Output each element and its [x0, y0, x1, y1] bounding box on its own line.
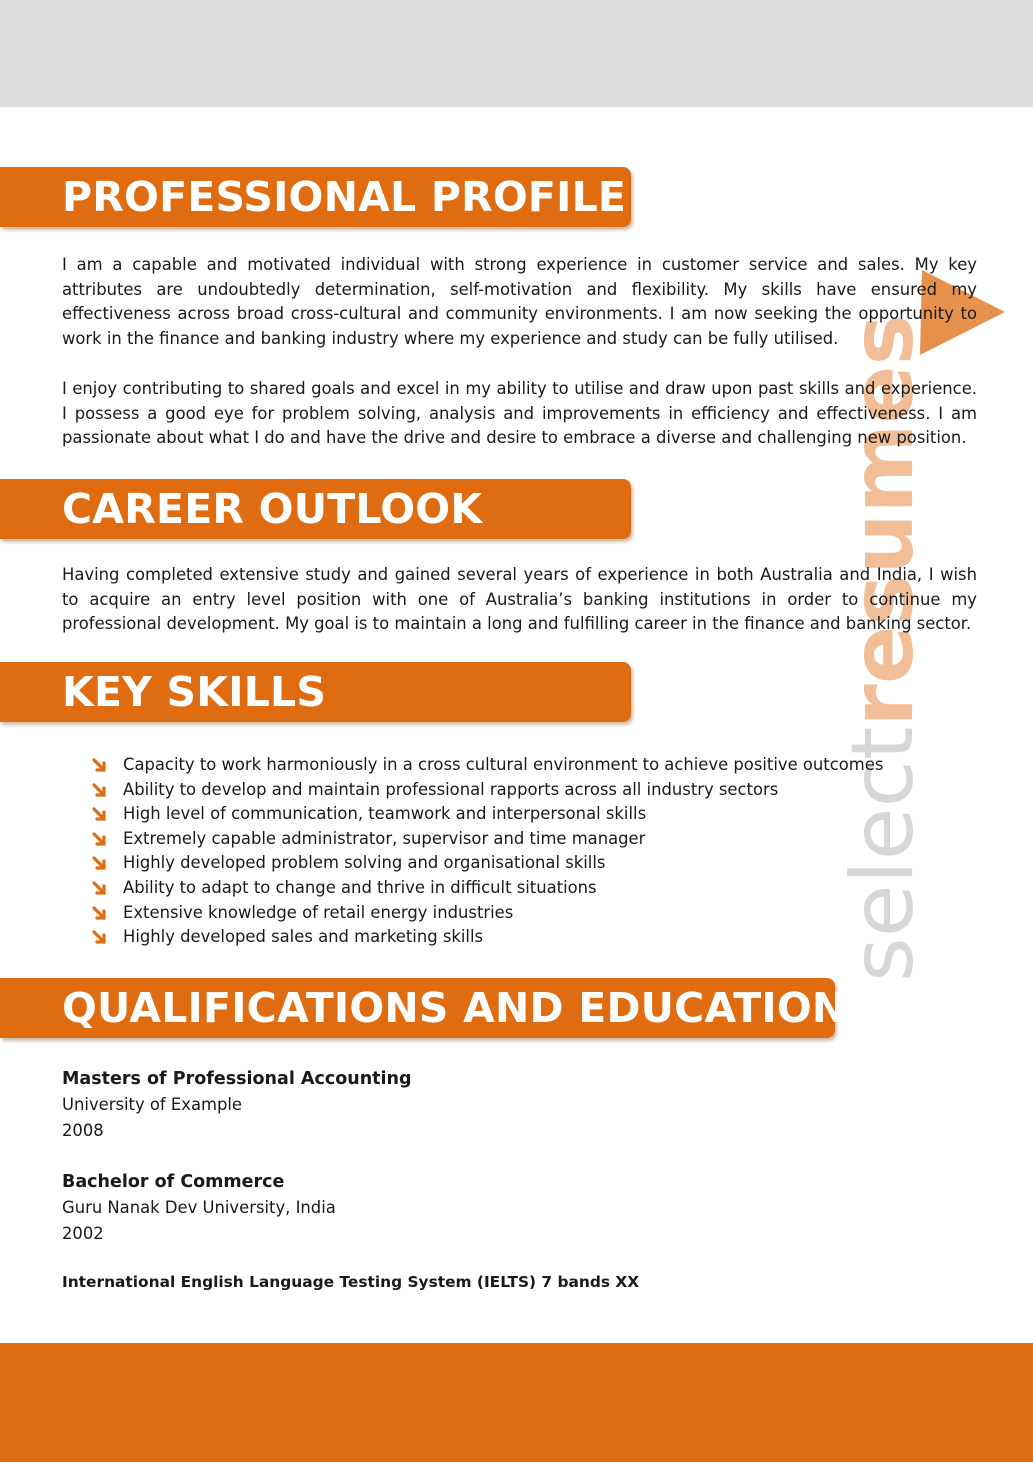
- qualification-entry: [62, 1169, 336, 1247]
- orange-arrow-down-right-icon: [92, 906, 108, 922]
- footer-band: [0, 1343, 1033, 1462]
- list-item: [92, 851, 883, 876]
- ielts-qualification: International English Language Testing System (IELTS) 7 bands XX: [62, 1273, 640, 1291]
- profile-paragraph-1: I am a capable and motivated individual with strong experience in customer service and sales. My key attributes are undoubtedly determination, self-motivation and flexibility. My skills have ensured my effectiveness across broad cross-cultural and community environments. I am now seeking the opportunity to work in the finance and banking industry where my experience and study can be fully utilised.: [62, 255, 977, 348]
- orange-arrow-down-right-icon: [92, 783, 108, 799]
- orange-arrow-down-right-icon: [92, 758, 108, 774]
- watermark-text-light: select: [833, 726, 933, 982]
- skill-text: Capacity to work harmoniously in a cross cultural environment to achieve positive outcomes: [123, 755, 884, 774]
- qualifications-heading-bar: [0, 978, 847, 1038]
- career-outlook-paragraph: Having completed extensive study and gained several years of experience in both Australia and India, I wish to acquire an entry level position with one of Australia’s banking institutions in order to continue my professional development. My goal is to maintain a long and fulfilling career in the finance and banking sector.: [62, 565, 977, 634]
- skill-text: Highly developed problem solving and organisational skills: [123, 853, 606, 873]
- orange-arrow-down-right-icon: [92, 930, 108, 946]
- list-item: [92, 901, 883, 926]
- section-heading: PROFESSIONAL PROFILE: [62, 173, 627, 221]
- orange-arrow-down-right-icon: [92, 832, 108, 848]
- skill-text: Extensive knowledge of retail energy industries: [123, 902, 514, 922]
- degree-title: Masters of Professional Accounting: [62, 1069, 412, 1089]
- key-skills-heading-bar: [0, 662, 631, 722]
- orange-arrow-down-right-icon: [92, 881, 108, 897]
- section-heading: CAREER OUTLOOK: [62, 485, 483, 533]
- professional-profile-heading-bar: [0, 167, 631, 227]
- qualification-entry: [62, 1066, 412, 1144]
- list-item: [92, 753, 883, 778]
- degree-title: Bachelor of Commerce: [62, 1172, 285, 1192]
- list-item: [92, 925, 883, 950]
- list-item: [92, 827, 883, 852]
- institution: University of Example: [62, 1095, 243, 1114]
- skill-text: Extremely capable administrator, supervisor and time manager: [123, 828, 646, 848]
- key-skills-list: [92, 753, 883, 950]
- orange-arrow-down-right-icon: [92, 807, 108, 823]
- watermark-text-bold: resumes: [833, 314, 933, 727]
- career-outlook-heading-bar: [0, 479, 631, 539]
- skill-text: Ability to adapt to change and thrive in difficult situations: [123, 877, 597, 897]
- skill-text: High level of communication, teamwork and interpersonal skills: [123, 804, 647, 824]
- orange-arrow-down-right-icon: [92, 856, 108, 872]
- year: 2002: [62, 1224, 104, 1243]
- skill-text: Ability to develop and maintain professional rapports across all industry sectors: [123, 779, 779, 799]
- list-item: [92, 802, 883, 827]
- profile-paragraph-2: I enjoy contributing to shared goals and excel in my ability to utilise and draw upon past skills and experience. I possess a good eye for problem solving, analysis and improvements in efficiency and effectiveness. I am passionate about what I do and have the drive and desire to embrace a diverse and challenging new position.: [62, 379, 977, 448]
- section-heading: QUALIFICATIONS AND EDUCATION: [62, 984, 847, 1032]
- year: 2008: [62, 1121, 104, 1140]
- institution: Guru Nanak Dev University, India: [62, 1198, 336, 1217]
- list-item: [92, 876, 883, 901]
- section-heading: KEY SKILLS: [62, 668, 327, 716]
- header-band: [0, 0, 1033, 107]
- skill-text: Highly developed sales and marketing skills: [123, 927, 484, 947]
- list-item: [92, 778, 883, 803]
